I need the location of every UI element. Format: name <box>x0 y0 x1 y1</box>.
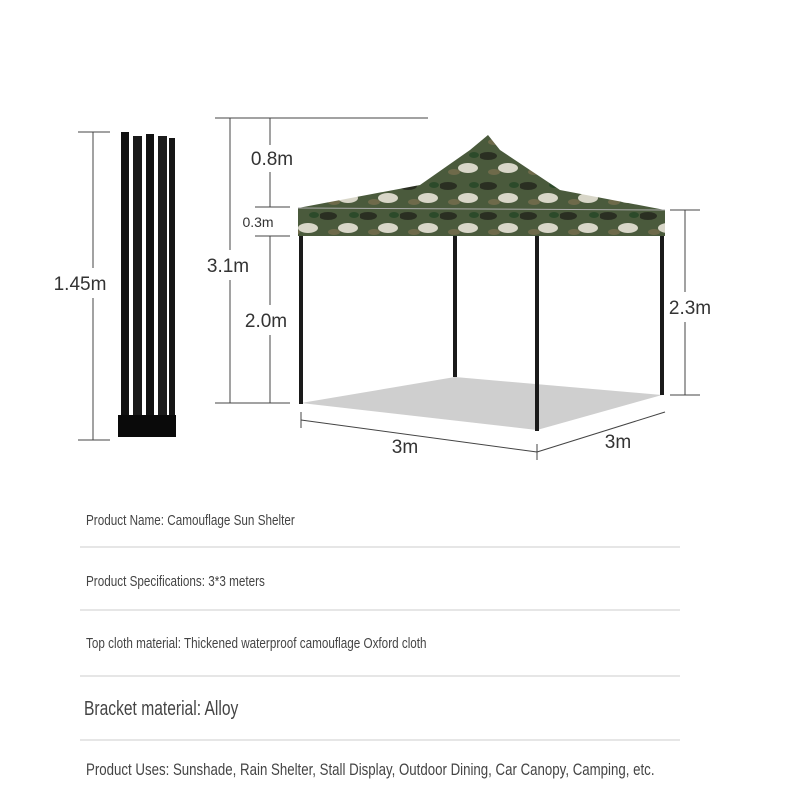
tent-illustration <box>298 135 665 431</box>
spec-row-product-name <box>80 500 680 548</box>
spec-text: Product Uses: Sunshade, Rain Shelter, Stall Display, Outdoor Dining, Car Canopy, Camping, etc. <box>86 760 655 779</box>
depth-label: 3m <box>604 432 632 453</box>
side-height-label: 2.3m <box>668 298 712 319</box>
spec-row-specifications <box>80 562 680 611</box>
spec-row-bracket <box>80 690 680 741</box>
leg-height-label: 2.0m <box>244 311 288 332</box>
spec-row-uses <box>80 755 680 795</box>
roof-height-label: 0.8m <box>250 149 294 170</box>
spec-text: Product Name: Camouflage Sun Shelter <box>86 512 295 529</box>
width-label: 3m <box>391 437 419 458</box>
folded-height-label: 1.45m <box>53 274 107 295</box>
spec-text: Top cloth material: Thickened waterproof camouflage Oxford cloth <box>86 635 427 652</box>
valance-height-label: 0.3m <box>242 214 274 230</box>
spec-text: Bracket material: Alloy <box>84 698 239 720</box>
spec-text: Product Specifications: 3*3 meters <box>86 573 265 590</box>
total-height-label: 3.1m <box>206 256 250 277</box>
spec-row-top-cloth <box>80 625 680 677</box>
